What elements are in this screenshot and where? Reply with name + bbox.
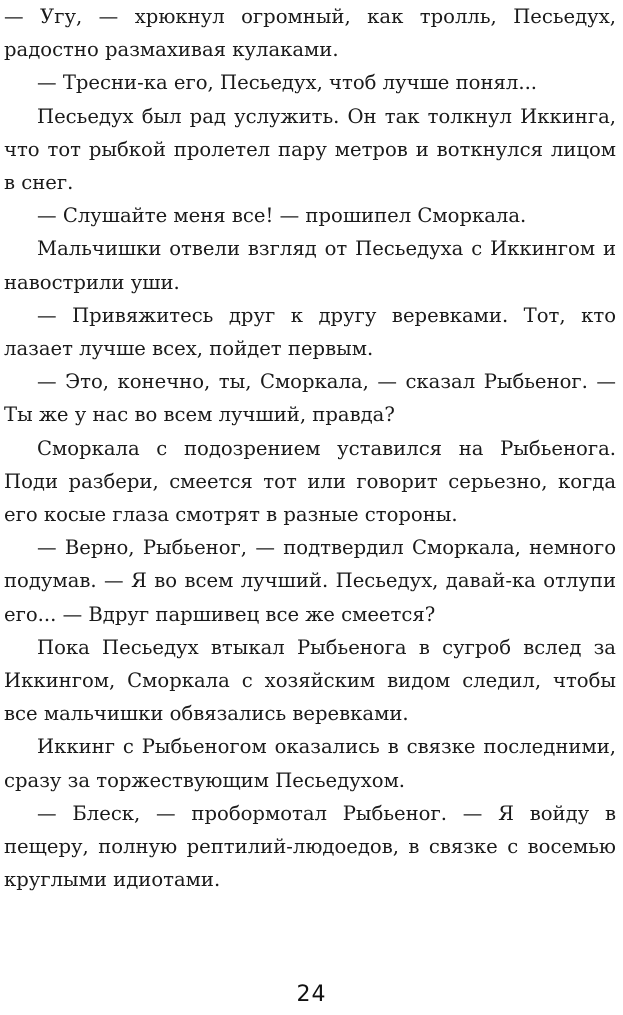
body-text	[4, 0, 616, 896]
paragraph-4: — Слушайте меня все! — прошипел Сморкала.	[37, 204, 527, 228]
page-number: 24	[296, 982, 327, 1007]
paragraph-2: — Тресни-ка его, Песьедух, чтоб лучше понял...	[37, 71, 538, 95]
paragraph-8: Сморкала с подозрением уставился на Рыбьенога. Поди разбери, смеется тот или говорит серьезно, когда его косые глаза смотрят в разные стороны.	[4, 436, 616, 527]
paragraph-11: Иккинг с Рыбьеногом оказались в связке последними, сразу за торжествующим Песьедухом.	[4, 735, 616, 792]
paragraph-1: — Угу, — хрюкнул огромный, как тролль, Песьедух, радостно размахивая кулаками.	[4, 5, 616, 62]
paragraph-10: Пока Песьедух втыкал Рыбьенога в сугроб вслед за Иккингом, Сморкала с хозяйским видом следил, чтобы все мальчишки обвязались веревками.	[4, 635, 616, 726]
paragraph-12: — Блеск, — пробормотал Рыбьеног. — Я войду в пещеру, полную рептилий-людоедов, в связке с восемью круглыми идиотами.	[4, 801, 616, 892]
paragraph-9: — Верно, Рыбьеног, — подтвердил Сморкала, немного подумав. — Я во всем лучший. Песьедух, давай-ка отлупи его... — Вдруг паршивец все же смеется?	[4, 536, 616, 626]
paragraph-3: Песьедух был рад услужить. Он так толкнул Иккинга, что тот рыбкой пролетел пару метров и воткнулся лицом в снег.	[4, 104, 616, 195]
paragraph-6: — Привяжитесь друг к другу веревками. Тот, кто лазает лучше всех, пойдет первым.	[4, 303, 616, 361]
paragraph-7: — Это, конечно, ты, Сморкала, — сказал Рыбьеног. — Ты же у нас во всем лучший, правда?	[4, 370, 616, 427]
paragraph-5: Мальчишки отвели взгляд от Песьедуха с Иккингом и навострили уши.	[4, 237, 616, 294]
